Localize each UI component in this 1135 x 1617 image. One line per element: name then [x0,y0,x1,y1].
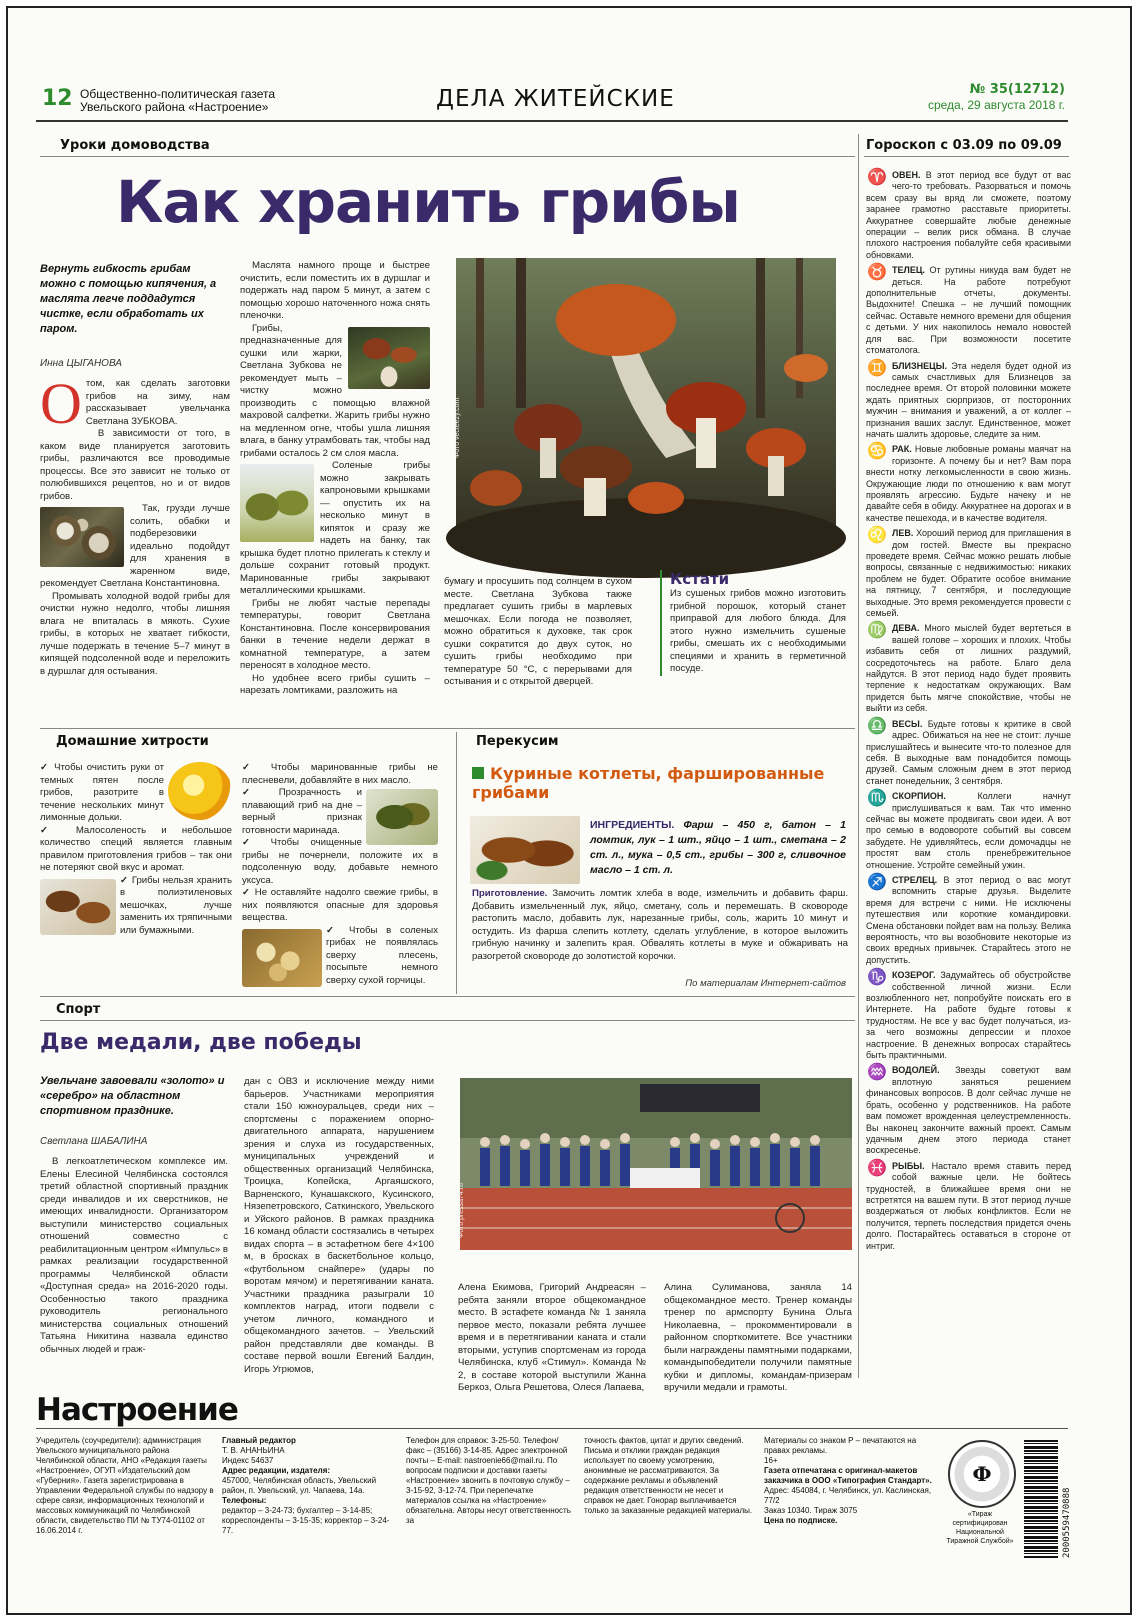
ingredients-text: Фарш – 450 г, батон – 1 ломтик, лук – 1 шт., яйцо – 1 шт., сметана – 2 ст. л., мука – 0,5 ст., грибы – 300 г, сливочное масло – 1 ст. л. [590,819,846,876]
photo-milk-mushrooms [40,507,124,567]
aquarius-text: Звезды советуют вам вплотную заняться решением финансовых вопросов. В долг сейчас лучше не брать, особенно у родственников. На работе вам поможет врожденная целеустремленность. Вы наконец закончите важный проект. Самым удачным днем этого периода станет воскресенье. [866,1065,1071,1156]
trick-text-2: Малосоленость и небольшое количество специй является главным правилом приготовления грибов – так они не потеряют свой вкус и аромат. [40,824,232,873]
drop-cap: О [40,371,82,436]
horoscope-virgo [866,623,1071,714]
sport-col1: В легкоатлетическом комплексе им. Елены Елесиной Челябинска состоялся третий областной спортивный праздник среди инвалидов и их сверстников, не имеющих инвалидности. Организатором выступили министерство социальных отношений совместно с реабилитационным центром «Импульс» в рамках реализации государственной программы Челябинской области «Доступная среда» на 2016-2020 годы. Особенностью такого праздника руководитель регионального министерства социальных отношений Татьяна Никитина назвала единство обычных людей и граж- [40,1156,228,1355]
paper-name-line1: Общественно-политическая газета [80,87,276,101]
page-number: 12 [42,86,73,111]
horoscope-cancer [866,444,1071,524]
taurus-icon: ♉ [867,264,887,282]
printer-info: Газета отпечатана с оригинал-макетов заказчика в ООО «Типография Стандарт». [764,1466,932,1485]
check-icon: ✓ [40,824,61,836]
article-title: Как хранить грибы [116,168,740,236]
recipe-ingredients [590,818,846,878]
cancer-icon: ♋ [867,443,887,461]
sport-author: Светлана ШАБАЛИНА [40,1136,148,1147]
phones-text: редактор – 3-24-73; бухгалтер – 3-14-85; корреспонденты – 3-15-35; корректор – 3-24-77. [222,1506,390,1535]
trick-text-8: Чтобы в соленых грибах не появлялась сверху плесень, посыпьте немного сверху сухой горчицы. [326,924,438,986]
trick-text-7: Не оставляйте надолго свежие грибы, в них появляются опасные для здоровья вещества. [242,887,438,923]
seal-mark: Ф [972,1462,992,1486]
tricks-divider [456,732,457,994]
horoscope-aquarius [866,1065,1071,1156]
trick-text-5: Прозрачность и плавающий гриб на дне – верный признак готовности маринада. [242,787,362,836]
sport-rubric-rule [40,1020,855,1021]
check-icon: ✓ [242,887,252,898]
footer-col2 [222,1436,394,1536]
check-icon: ✓ [242,787,264,798]
taurus-sign: ТЕЛЕЦ. [892,265,925,276]
sport-col4: Алина Сулиманова, заняла 14 общекомандное место. Тренер команды тренер по армспорту Бунина Ольга Николаевна, – прокомментировали в районном спорткомитете. Все участники были награждены памятными подарками, командыпобедители получили памятные кубки и дипломы, командам-призерам вручили медали и грамоты. [664,1282,852,1393]
seal-caption: «Тираж сертифицирован Национальной Тиражной Службой» [946,1511,1014,1545]
cancer-text: Новые любовные романы маячат на горизонте. А почему бы и нет? Вам пора внести нотку легкомысленности в свою жизнь. Окружающие люди по отношению к вам могут проявлять агрессию. Будьте начеку и не давайте себя в обиду. Аккуратнее на дорогах и в качестве пешехода, и в качестве водителя. [866,444,1071,523]
printer-address: Адрес: 454084, г. Челябинск, ул. Каслинская, 77/2 [764,1486,932,1505]
footer-col1: Учредитель (соучредители): администрация Увельского муниципального района Челябинской области, АНО «Редакция газеты «Настроение», ОГУП «Издательский дом «Губерния». Газета зарегистрирована в Управлении Федеральной службы по надзору в сфере связи, информационных технологий и массовых коммуникаций по Челябинской области, свидетельство ПИ № ТУ74-01102 от 16.06.2014 г. [36,1436,214,1535]
libra-text: Будьте готовы к критике в свой адрес. Обижаться на нее не стоит: лучше прислушайтесь и вынесите что-то полезное для себя. В выходные вам понадобится помощь друзей. Самым сложным днем в этот период станет понедельник, 3 сентября. [866,718,1071,786]
col2-para5: Но удобнее всего грибы сушить – нарезать ломтиками, разложить на [240,672,430,696]
aquarius-sign: ВОДОЛЕЙ. [892,1065,940,1076]
check-icon: ✓ [242,762,260,773]
photo-mushrooms-main [456,258,836,550]
sport-lead: Увельчане завоевали «золото» и «серебро» на областном спортивном празднике. [40,1075,225,1117]
sport-top-rule [40,996,855,997]
scorpio-icon: ♏ [867,790,887,808]
libra-icon: ♎ [867,717,887,735]
trick-text-6: Чтобы очищенные грибы не почернели, положите их в подсоленную воду, добавьте немного уксуса. [242,837,438,886]
editor-name: Т. В. АНАНЬИНА [222,1446,285,1455]
age-rating: 16+ [764,1456,778,1465]
photo-sport-team [460,1078,852,1250]
photo-cutlets [470,816,580,884]
col2-para4: Грибы не любят частые перепады температуры, говорит Светлана Константиновна. После консервирования банки в течение недели держат в комнатной температуре, а затем переносят в холодное место. [240,597,430,671]
header-rule [36,120,1068,122]
capricorn-icon: ♑ [867,969,887,987]
recipe-source: По материалам Интернет-сайтов [685,978,846,989]
sagittarius-icon: ♐ [867,873,887,891]
article-author: Инна ЦЫГАНОВА [40,358,122,369]
scorpio-text: Коллеги начнут прислушиваться к вам. Так что именно сейчас вы можете продвигать свои идеи. А вот про семью в водовороте событий вы совсем забудете. Не удивляйтесь, если домочадцы не простят вам столь пренебрежительное отношение. Устройте семейный ужин. [866,791,1071,870]
check-icon: ✓ [40,762,50,773]
masthead-logo: Настроение [36,1392,238,1428]
section-title: ДЕЛА ЖИТЕЙСКИЕ [436,86,675,112]
photo-credit-mushrooms: Фото vecteezy.com [454,397,461,458]
editor-label: Главный редактор [222,1436,296,1445]
photo-pickled-mushrooms [366,789,438,845]
address-label: Адрес редакции, издателя: [222,1466,331,1475]
check-icon: ✓ [242,837,259,848]
horoscope-list [866,170,1071,1256]
check-icon: ✓ [120,874,129,886]
horoscope-divider [858,134,859,1378]
horoscope-sagittarius [866,875,1071,966]
trick-text-3: Грибы нельзя хранить в полиэтиленовых мешочках, лучше заменить их тряпичными или бумажными. [120,874,232,936]
tricks-col2 [242,762,438,987]
kstati-box [660,570,846,676]
taurus-text: От рутины никуда вам будет не деться. На работе потребуют дополнительные отчеты, документы. Выдохните! Спешка – не лучший помощник сейчас. Оставьте немного времени для общения с детьми. У них накопилось немало новостей для вас. При возможности посетите стоматолога. [866,265,1071,356]
rubric-sport: Спорт [56,1002,101,1017]
rubric-tricks: Домашние хитрости [56,734,209,749]
prep-label: Приготовление. [472,888,548,899]
recipe-marker-icon [472,767,484,779]
footer-col5 [764,1436,934,1526]
virgo-icon: ♍ [867,622,887,640]
recipe-title [472,764,852,802]
tricks-top-rule [40,728,855,729]
sport-col2: дан с ОВЗ и исключение между ними барьеров. Участниками мероприятия стали 150 южноуральцев, среди них – спортсмены с поражением опорно-двигательного аппарата, нарушением зрения и слуха из государственных, муниципальных учреждений и общественных организаций Челябинска, Троицка, Копейска, Аргаяшского, Варненского, Кунашакского, Кусинского, Нязепетровского, Саткинского, Увельского и Уйского районов. В рамках праздника 16 команд области состязались в четырех видах спорта – в эстафетном беге 4×100 м, в бросках в баскетбольное кольцо, «футбольном снайпере» (удары по воротам мячом) и перетягивании каната. Участники праздника разыграли 10 комплектов наград, итоги подвели с учетом личного, командного и общекомандного зачетов. – Увельский район представляли две команды. В составе первой вошли Евгений Балдин, Игорь Угрюмов, [244,1076,434,1375]
ingredients-label: ИНГРЕДИЕНТЫ. [590,819,675,831]
rubric-rule [40,156,855,157]
col1-para4: Промывать холодной водой грибы для очистки нужно недолго, чтобы лишняя влага не впиталась в мякоть. Сухие грибы, в которых не хватает гибкости, лучше подержать в течение 5–7 минут в кипящей подсоленной воде и переложить в дуршлаг для остывания. [40,590,230,677]
horoscope-leo [866,528,1071,619]
capricorn-text: Задумайтесь об обустройстве собственной личной жизни. Если возлюбленного нет, попробуйте поискать его в Интернете. На работе будьте готовы к трудностям. Не все у вас будет получаться, из-за чего возможны депрессии и плохое настроение. В денежных вопросах старайтесь быть практичными. [866,970,1071,1061]
rubric-home: Уроки домоводства [60,138,210,153]
col2-para2: Грибы, предназначенные для сушки или жарки, Светлана Зубкова не рекомендует мыть – чистку можно производить с помощью влажной махровой салфетки. Жарить грибы нужно на медленном огне, чтобы ушла лишняя влага, в банку утрамбовать так, чтобы над грибами осталось 2 см слоя масла. [240,322,430,459]
circulation-seal-icon [948,1440,1016,1508]
rubric-snack: Перекусим [476,734,559,749]
sagittarius-sign: СТРЕЛЕЦ. [892,874,938,885]
gemini-icon: ♊ [867,359,887,377]
article-col1 [40,371,230,677]
horoscope-scorpio [866,791,1071,871]
sagittarius-text: В этот период о вас могут вспомнить старые друзья. Выделите время для встречи с ними. Не исключены путешествия или короткие командировки. Смена обстановки пойдет вам на пользу. Велика вероятность, что вы возобновите некоторые из своих вредных привычек. Старайтесь этого не допустить. [866,874,1071,965]
col2-para3: Соленые грибы можно закрывать капроновыми крышками — опустить их на несколько минут в кипяток и сразу же надеть на банку, так крышка будет плотно прилегать к стеклу и дольше сохранит готовый продукт. Маринованные грибы закрывают металлическими крышками. [240,460,430,596]
gemini-text: Эта неделя будет одной из самых счастливых для Близнецов за последнее время. От второй половинки можете ждать приятных сюрпризов, от посторонних мужчин – внимания и уважений, а от коллег – признания ваших заслуг. Единственное, может начать шалить здоровье, следите за ним. [866,360,1071,439]
sport-photo-illustration [460,1078,852,1250]
scorpio-sign: СКОРПИОН. [892,791,946,802]
sport-col3: Алена Екимова, Григорий Андреасян – ребята заняли второе общекомандное место. В эстафете команда № 1 заняла первое место, показали ребята лучшее время и в перетягивании каната и стали вторыми, уступив спортсменам из города Челябинска, клуб «Стимул». Команда № 2, в составе которой выступили Жанна Беркоз, Ольга Решетова, Олеся Лапаева, [458,1282,646,1393]
col1-para1: том, как сделать заготовки грибов на зиму, нам рассказывает увельчанка Светлана ЗУБКОВА. [85,378,230,427]
virgo-sign: ДЕВА. [892,623,920,634]
col3-para1: бумагу и просушить под солнцем в сухом месте. Светлана Зубкова также предлагает сушить грибы в марлевых мешочках. Если погода не позволяет, можно обратиться к духовке, так срок сушки сократится до двух суток, но сушить грибы необходимо при температуре 50 °С, с перерывами для остывания и с открытой дверцей. [444,576,632,687]
horoscope-taurus [866,265,1071,356]
prep-text: Замочить ломтик хлеба в воде, измельчить и добавить фарш. Добавить измельченный лук, яйцо, сметану, соль и перемешать. В сковороде растопить масло, добавить лук, нарезанные грибы, соль, жарить 10 минут и остудить. Из фарша слепить котлету, сделать углубление, в которое выложить грибную начинку и залепить края. Обвалять котлеты в муке и обжаривать на разогретой сковороде до золотистой корочки. [472,888,848,962]
postal-index: Индекс 54637 [222,1456,274,1465]
footer-rule [36,1428,1068,1429]
horoscope-gemini [866,361,1071,441]
order-circulation: Заказ 10340. Тираж 3075 [764,1506,858,1515]
trick-item [242,762,438,787]
col1-para2: В зависимости от того, в каком виде планируется заготовить грибы, различаются все проводимые процессы. Все это зависит не только от полюбившихся рецептов, но и от видов грибов. [40,428,230,502]
trick-text-4: Чтобы маринованные грибы не плесневели, добавляйте в них масло. [242,762,438,786]
article-lead: Вернуть гибкость грибам можно с помощью кипячения, а маслята легче поддадутся чистке, если обработать их паром. [40,263,217,335]
photo-jars [240,464,314,542]
aries-text: В этот период все будут от вас чего-то требовать. Разорваться и помочь всем сразу вы вряд ли сможете, поэтому заранее грамотно расставьте приоритеты. Аккуратнее совершайте любые денежные операции – велик риск обмана. В случае плохого настроения побалуйте себя красивыми обновками. [866,170,1071,260]
horoscope-aries [866,170,1071,261]
gemini-sign: БЛИЗНЕЦЫ. [892,360,948,371]
trick-item [40,825,232,875]
col1-para3: Так, грузди лучше солить, обабки и подберезовики идеально подойдут для хранения в жаренном виде, рекомендует Светлана Константиновна. [40,503,230,589]
photo-fried-mushrooms [348,327,430,389]
article-col2 [240,260,430,698]
ad-note: Материалы со знаком Р – печатаются на правах рекламы. [764,1436,917,1455]
kstati-title: Кстати [670,570,730,588]
price-note: Цена по подписке. [764,1516,838,1525]
leo-text: Хороший период для приглашения в дом гостей. Вместе вы прекрасно проведете время. Сейчас можно решать любые вопросы, связанные с недвижимостью: никаких проблем не будет. Обратите особое внимание на пятницу, 7 сентября, и последующие выходные. Это время рекомендуется провести с семьей. [866,528,1071,619]
kstati-text: Из сушеных грибов можно изготовить грибной порошок, который станет приправой для любого блюда. Для этого нужно измельчить сушеные грибы, смешать их с необходимыми специями и хранить в герметичной посуде. [670,588,846,674]
sport-title: Две медали, две победы [40,1030,362,1055]
photo-dried-mushrooms [40,879,116,935]
recipe-title-text: Куриные котлеты, фаршированные грибами [472,764,825,802]
cancer-sign: РАК. [892,444,912,455]
horoscope-pisces [866,1161,1071,1252]
trick-text-1: Чтобы очистить руки от темных пятен после грибов, разотрите в течение нескольких минут лимонные дольки. [40,762,164,823]
leo-sign: ЛЕВ. [892,528,914,539]
aquarius-icon: ♒ [867,1064,887,1082]
libra-sign: ВЕСЫ. [892,718,923,729]
check-icon: ✓ [326,924,341,936]
barcode [1024,1440,1058,1558]
paper-name [80,88,275,114]
footer-col3: Телефон для справок: 3-25-50. Телефон/факс – (35166) 3-14-85. Адрес электронной почты – E-mail: nastroenie66@mail.ru. По вопросам подписки и доставки газеты «Настроение» звонить в почтовую службу – 3-15-92, 3-12-74. При перепечатке материалов ссылка на «Настроение» обязательна. Авторы несут ответственность за [406,1436,571,1525]
virgo-text: Много мыслей будет вертеться в вашей голове – хороших и плохих. Чтобы избавить себя от лишних раздумий, сосредоточьтесь на работе. Благо дела найдутся. В этот период надо будет проявить терпение к недостаткам окружающих. Вам придется быть мягче спокойствие, чтобы не выйти из себя. [866,623,1071,714]
phones-label: Телефоны: [222,1496,267,1505]
pisces-icon: ♓ [867,1159,887,1177]
tricks-col1 [40,762,232,937]
issue-date: среда, 29 августа 2018 г. [927,98,1065,112]
footer-col4: точность фактов, цитат и других сведений. Письма и отклики граждан редакция использует по своему усмотрению, анонимные не рассматриваются. За содержание рекламы и объявлений редакция ответственности не несет и справок не дает. Гонорар выплачивается только за заказанные редакцией материалы. [584,1436,753,1515]
horoscope-capricorn [866,970,1071,1061]
recipe-prep [472,888,848,963]
address-text: 457000, Челябинская область, Увельский район, п. Увельский, ул. Чапаева, 14а. [222,1476,377,1495]
paper-name-line2: Увельского района «Настроение» [80,100,269,114]
issue-number: № 35(12712) [969,82,1065,97]
leo-icon: ♌ [867,527,887,545]
horoscope-rule [864,156,1069,157]
pisces-sign: РЫБЫ. [892,1160,925,1171]
trick-item [242,887,438,925]
col2-para1: Маслята намного проще и быстрее очистить, если поместить их в дуршлаг и подержать над паром 5 минут, а затем с помощью хорошо наточенного ножа снять пленочки. [240,260,430,321]
horoscope-libra [866,719,1071,787]
aries-sign: ОВЕН. [892,170,921,180]
photo-lemon [168,762,232,820]
photo-salted-mushrooms [242,929,322,987]
aries-icon: ♈ [867,169,887,186]
rubric-horoscope: Гороскоп с 03.09 по 09.09 [866,138,1062,153]
mushroom-basket-illustration [456,258,836,550]
pisces-text: Настало время ставить перед собой важные цели. Не бойтесь трудностей, в ближайшее время они не встретятся на вашем пути. В этот период лучше воздержаться от любых конфликтов. Если не получится, терпеть последствия придется очень долго. Постарайтесь оставаться в стороне от интриг. [866,1160,1071,1251]
barcode-number: 2000559470888 [1062,1487,1072,1558]
capricorn-sign: КОЗЕРОГ. [892,970,936,981]
photo-credit-sport: Фото pressa74.ru [458,1183,465,1238]
